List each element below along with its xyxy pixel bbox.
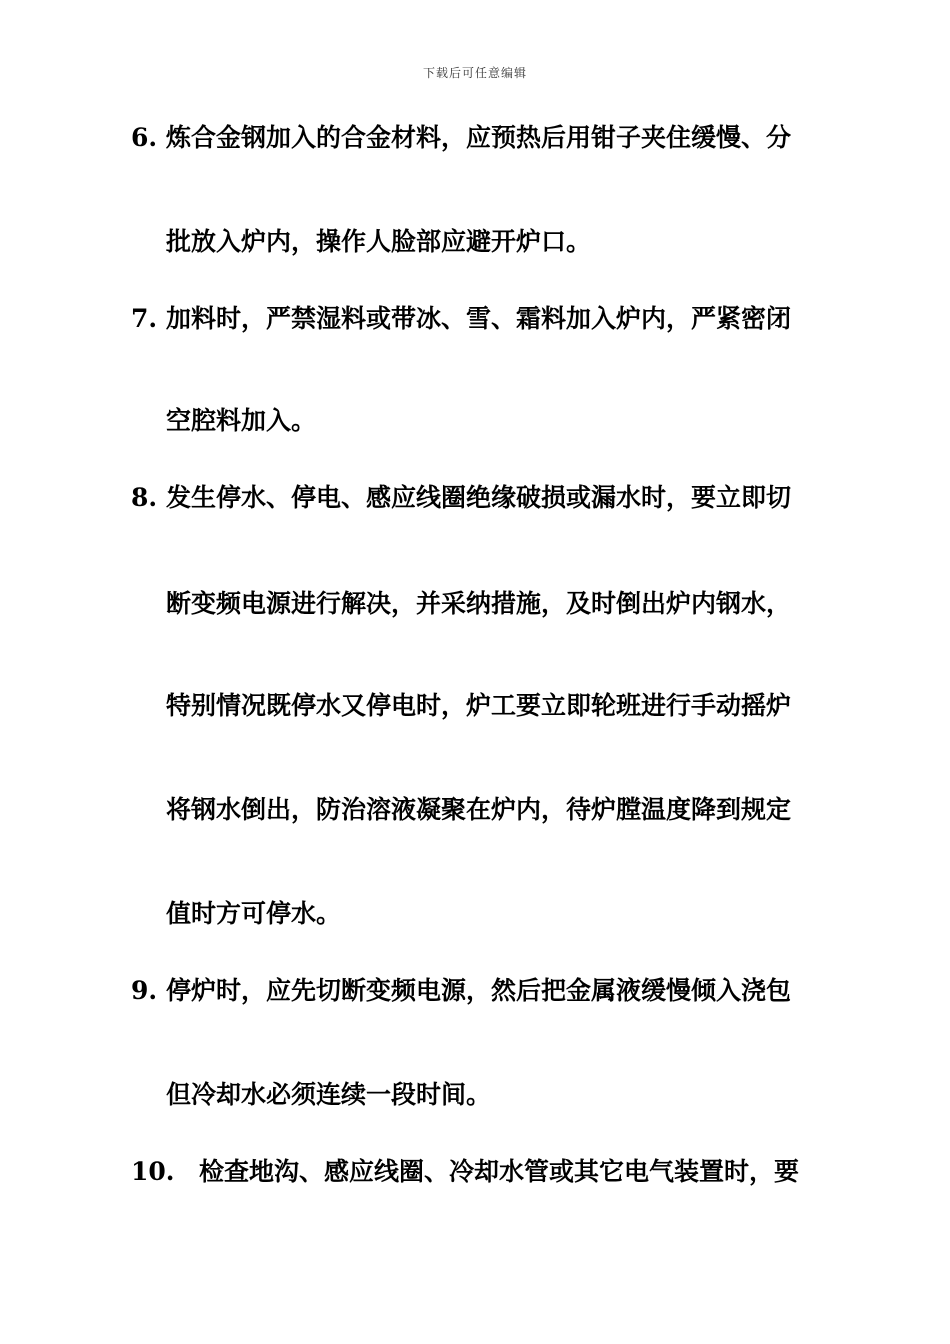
item-10-number: 10. <box>131 1157 175 1186</box>
item-7-line-2: 空腔料加入。 <box>166 406 317 435</box>
item-6-line-2: 批放入炉内，操作人脸部应避开炉口。 <box>166 227 592 256</box>
item-8-line-3: 特别情况既停水又停电时，炉工要立即轮班进行手动摇炉 <box>166 691 792 720</box>
item-8-line-5: 值时方可停水。 <box>166 899 342 928</box>
item-6-line-1: 炼合金钢加入的合金材料，应预热后用钳子夹住缓慢、分 <box>166 123 792 152</box>
item-8-line-4: 将钢水倒出，防治溶液凝聚在炉内，待炉膛温度降到规定 <box>166 795 792 824</box>
item-8-line-2: 断变频电源进行解决，并采纳措施，及时倒出炉内钢水， <box>166 589 792 618</box>
item-9-line-1: 停炉时，应先切断变频电源，然后把金属液缓慢倾入浇包 <box>166 976 792 1005</box>
item-8-number: 8. <box>131 483 158 512</box>
item-10-line-1: 检查地沟、感应线圈、冷却水管或其它电气装置时，要 <box>199 1157 800 1186</box>
page-header: 下载后可任意编辑 <box>422 66 527 80</box>
item-7-number: 7. <box>131 304 158 333</box>
item-6-number: 6. <box>131 123 158 152</box>
item-8-line-1: 发生停水、停电、感应线圈绝缘破损或漏水时，要立即切 <box>166 483 792 512</box>
item-7-line-1: 加料时，严禁湿料或带冰、雪、霜料加入炉内，严紧密闭 <box>166 304 792 333</box>
item-9-number: 9. <box>131 976 158 1005</box>
item-9-line-2: 但冷却水必须连续一段时间。 <box>166 1080 492 1109</box>
